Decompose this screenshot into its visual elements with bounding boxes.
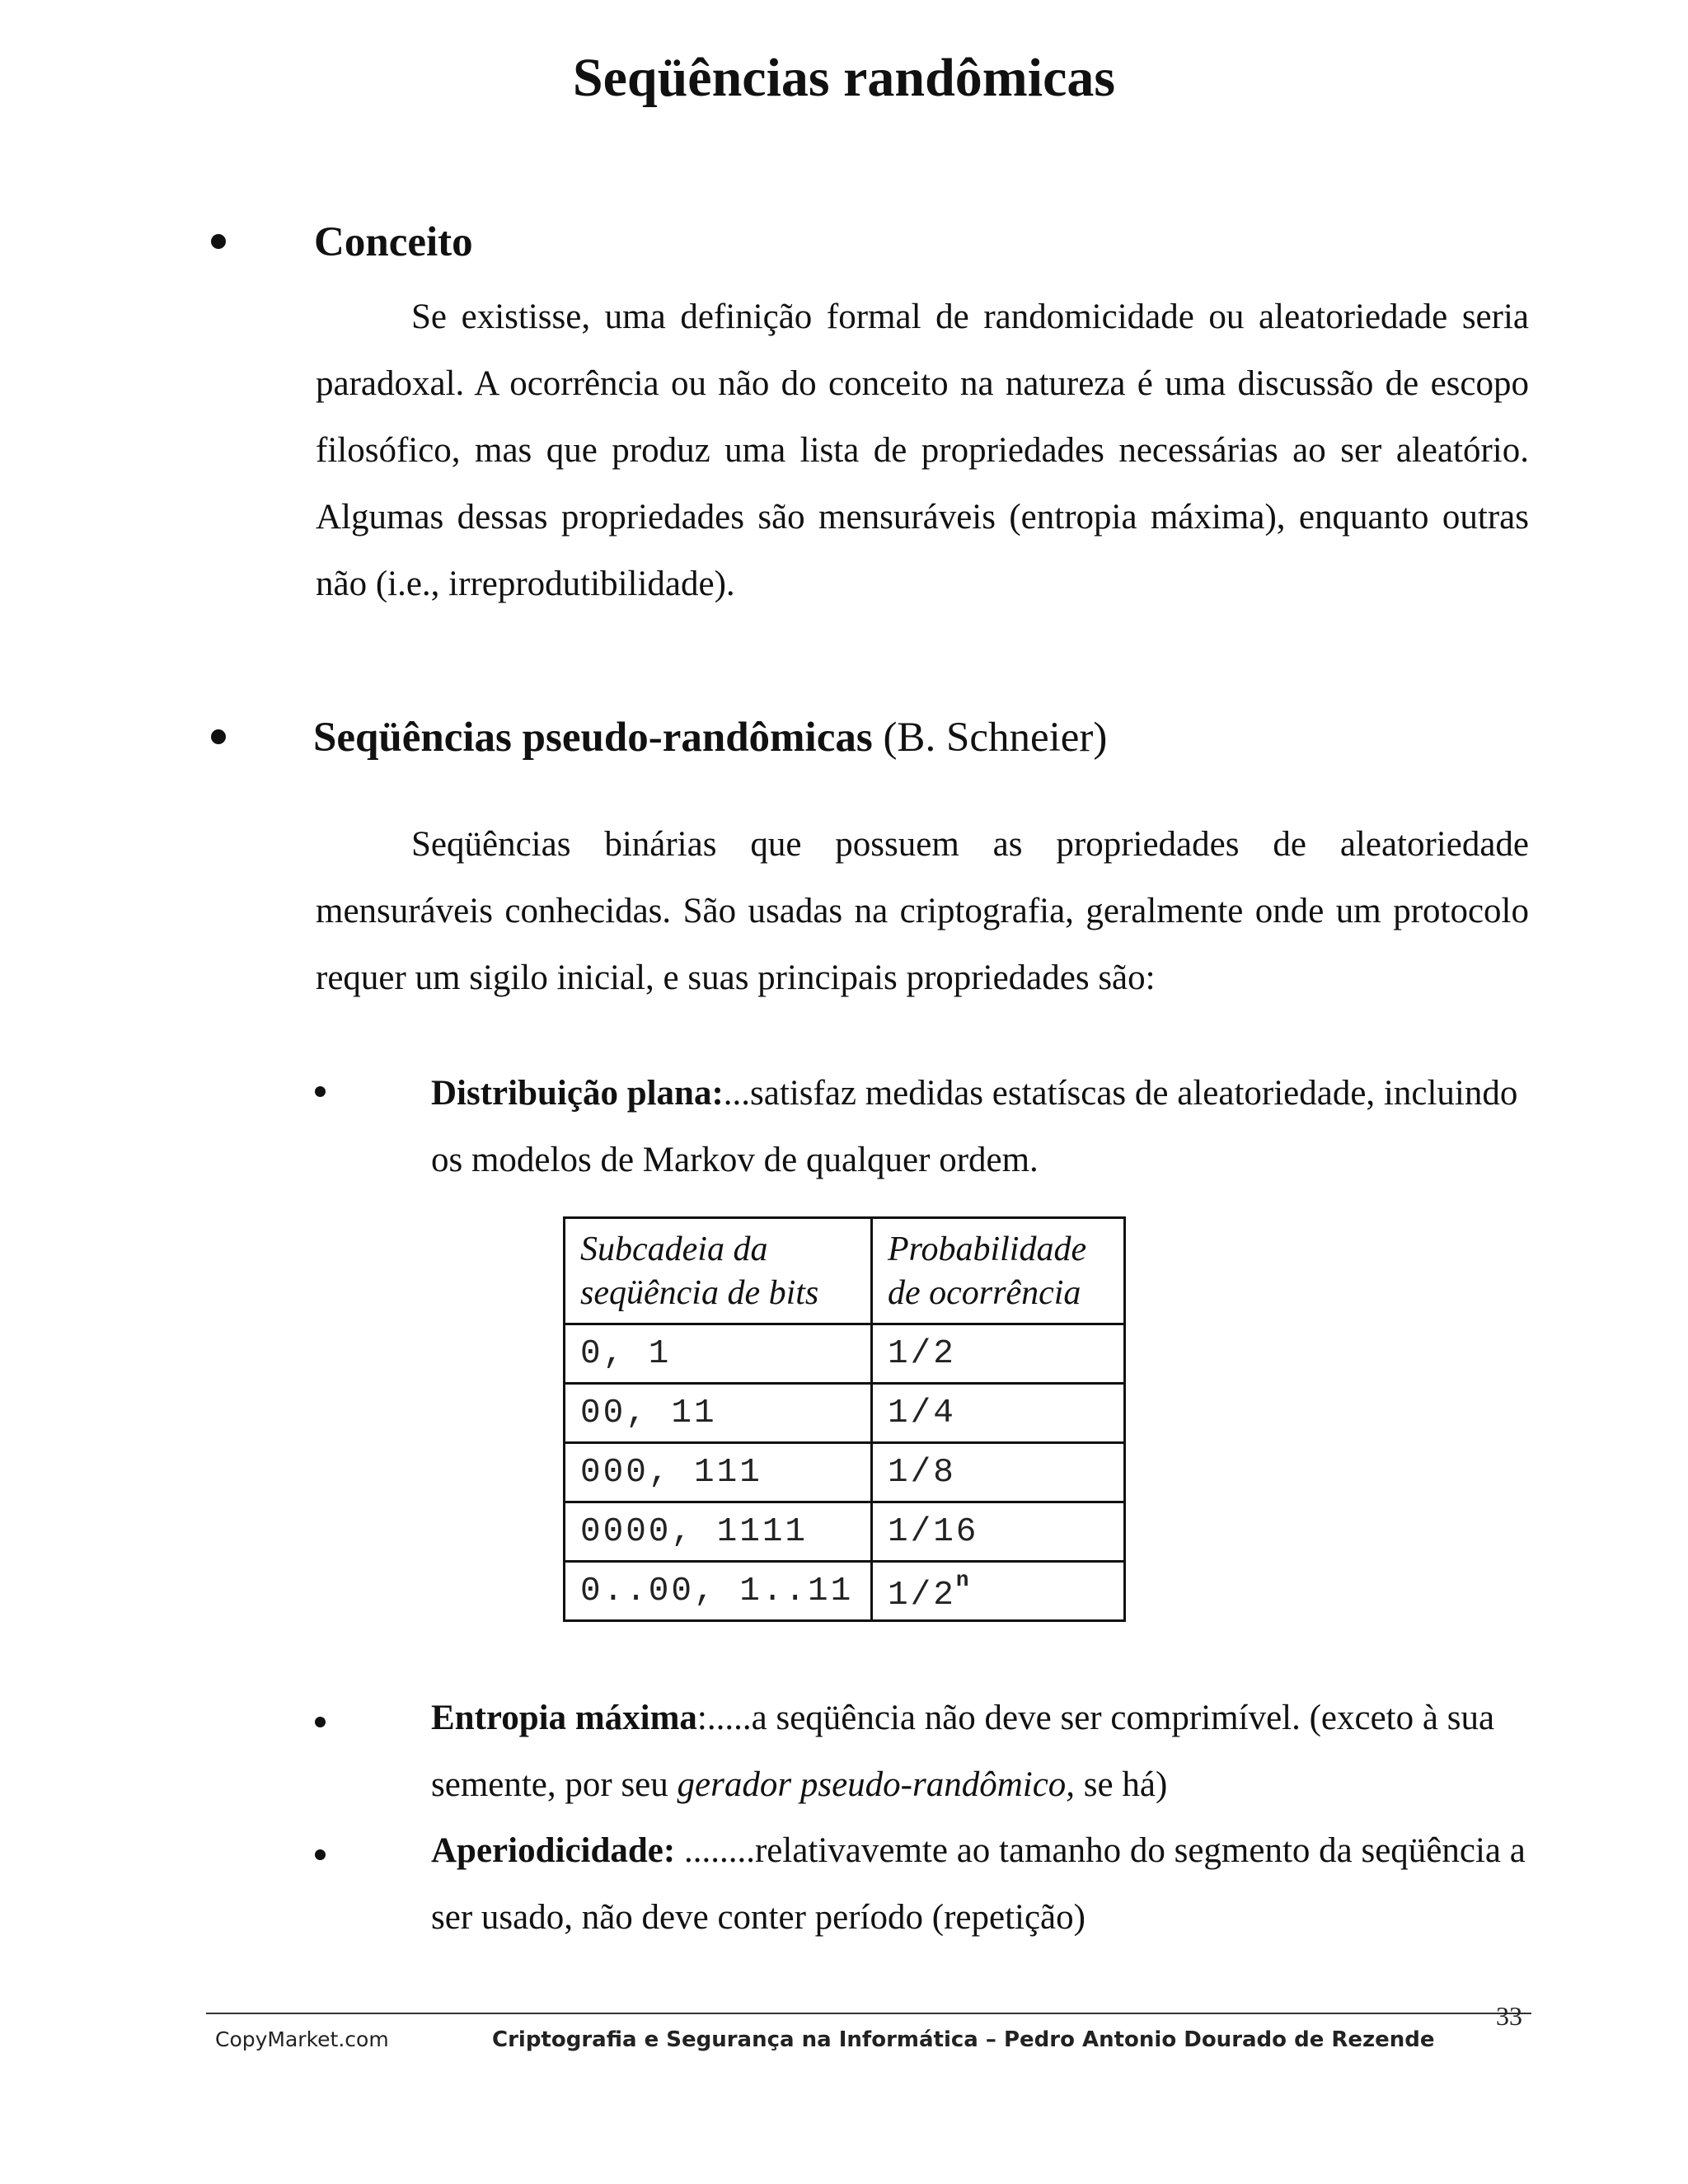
table-cell-probability: [872, 1562, 1125, 1621]
page-number: 33: [1496, 2001, 1522, 2031]
footer-book-title: Criptografia e Segurança na Informática – Pedro Antonio Dourado de Rezende: [492, 2027, 1435, 2052]
item-label: Aperiodicidade:: [431, 1831, 676, 1870]
list-item-flat-distribution: [431, 1060, 1531, 1193]
table-row: [565, 1502, 1125, 1562]
bullet-icon: [315, 1849, 326, 1860]
table-cell-probability: 1/4: [872, 1384, 1125, 1443]
item-label: Entropia máxima: [431, 1699, 697, 1737]
table-cell-substring: 0000, 1111: [565, 1502, 872, 1562]
table-row: [565, 1384, 1125, 1443]
table-cell-probability: 1/16: [872, 1502, 1125, 1562]
table-row: [565, 1443, 1125, 1502]
section-heading-conceito: [314, 216, 473, 269]
table-cell-substring: 0, 1: [565, 1324, 872, 1384]
table-row: [565, 1324, 1125, 1384]
section-heading-author: (B. Schneier): [872, 715, 1108, 761]
bullet-icon: [211, 729, 226, 744]
item-text-end: se há): [1075, 1765, 1168, 1804]
item-italic-text: gerador pseudo-randômico,: [677, 1765, 1076, 1804]
table-row: [565, 1562, 1125, 1621]
table-cell-substring: 00, 11: [565, 1384, 872, 1443]
item-text: :.....a seqüência não deve ser comprimível. (exceto à sua semente, por seu: [431, 1699, 1495, 1804]
bullet-icon: [315, 1086, 326, 1097]
table-cell-probability: 1/2: [872, 1324, 1125, 1384]
section-heading-pseudo: [313, 711, 1107, 764]
page-title: Seqüências randômicas: [572, 48, 1116, 108]
item-text: ...satisfaz medidas estatíscas de aleatoriedade, incluindo os modelos de Markov de qualquer ordem.: [431, 1074, 1518, 1179]
item-text: ........relativavemte ao tamanho do segmento da seqüência a ser usado, não deve conter período (repetição): [431, 1831, 1526, 1937]
list-item-aperiodicity: [431, 1817, 1531, 1951]
table-cell-substring: 0..00, 1..11: [565, 1562, 872, 1621]
probability-table: [563, 1216, 1126, 1622]
bullet-icon: [211, 234, 226, 249]
table-header-cell: Subcadeia da seqüência de bits: [565, 1218, 872, 1324]
list-item-max-entropy: [431, 1685, 1531, 1818]
table-header-row: [565, 1218, 1125, 1324]
item-label: Distribuição plana:: [431, 1074, 724, 1113]
probability-base: 1/2: [888, 1577, 956, 1615]
table-cell-probability: 1/8: [872, 1443, 1125, 1502]
table-header-cell: Probabilidade de ocorrência: [872, 1218, 1125, 1324]
bullet-icon: [315, 1717, 326, 1727]
section-paragraph-conceito: Se existisse, uma definição formal de randomicidade ou aleatoriedade seria paradoxal. A ocorrência ou não do conceito na natureza é uma discussão de escopo filosófico, mas que produz uma lista de propriedades necessárias ao ser aleatório. Algumas dessas propriedades são mensuráveis (entropia máxima), enquanto outras não (i.e., irreprodutibilidade).: [316, 298, 1529, 603]
footer-site: CopyMarket.com: [215, 2027, 389, 2051]
footer-divider: [206, 2013, 1531, 2014]
section-heading-bold-text: Seqüências pseudo-randômicas: [313, 715, 873, 761]
section-heading-text: Conceito: [314, 219, 473, 265]
table-cell-substring: 000, 111: [565, 1443, 872, 1502]
probability-exponent: n: [955, 1568, 969, 1592]
section-paragraph-pseudo: Seqüências binárias que possuem as propriedades de aleatoriedade mensuráveis conhecidas. São usadas na criptografia, geralmente onde um protocolo requer um sigilo inicial, e suas principais propriedades são:: [316, 825, 1529, 997]
